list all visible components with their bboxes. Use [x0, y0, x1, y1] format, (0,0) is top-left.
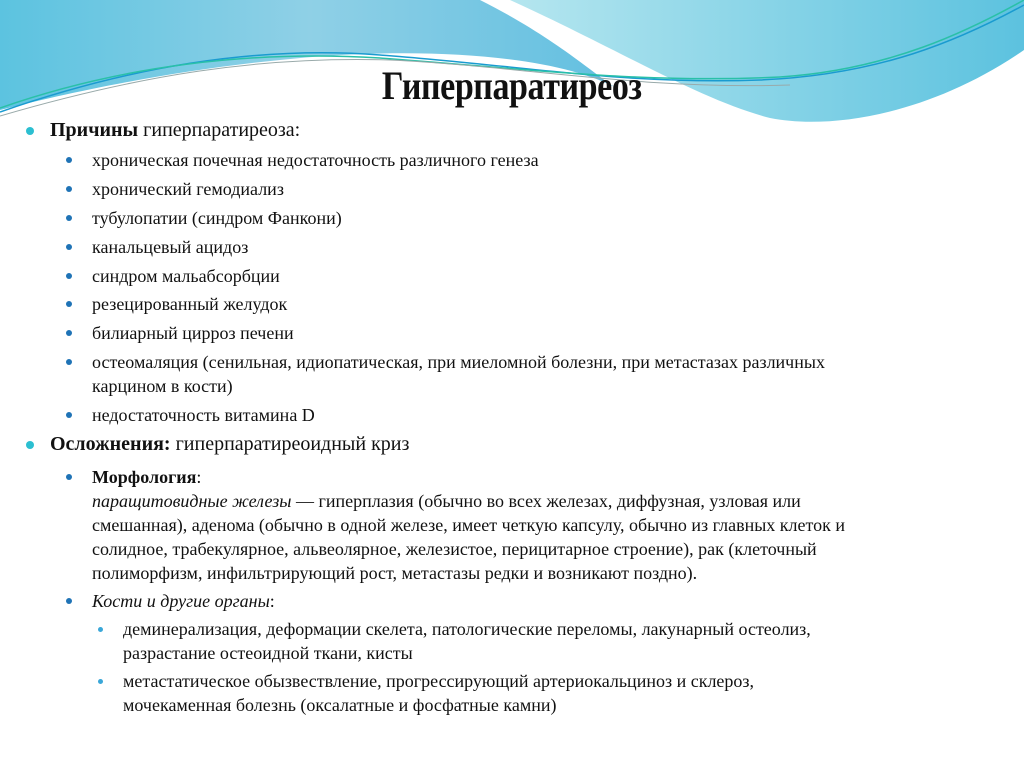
list-item: недостаточность витамина D — [92, 403, 315, 427]
list-item: синдром мальабсорбции — [92, 264, 280, 288]
morphology-item: Морфология: паращитовидные железы — гиперплазия (обычно во всех железах, диффузная, узловая или смешанная), аденома (обычно в одной железе, имеет четкую капсулу, обычно из главных клеток и солидное, трабекулярное, альвеолярное, железистое, перицитарное строение), рак (клеточный полиморфизм, инфильтрирующий рост, метастазы редки и возникают поздно). — [92, 465, 845, 585]
list-item: метастатическое обызвествление, прогрессирующий артериокальциноз и склероз, мочекаменная болезнь (оксалатные и фосфатные камни) — [123, 669, 754, 717]
bullet-icon — [98, 627, 103, 632]
complications-heading: Осложнения: гиперпаратиреоидный криз — [50, 432, 409, 456]
list-item: хроническая почечная недостаточность различного генеза — [92, 148, 539, 172]
bullet-icon — [66, 359, 72, 365]
bullet-icon — [66, 301, 72, 307]
bullet-icon — [66, 215, 72, 221]
bullet-icon — [66, 186, 72, 192]
causes-heading: Причины гиперпаратиреоза: — [50, 118, 300, 142]
list-item: резецированный желудок — [92, 292, 287, 316]
bullet-icon — [66, 474, 72, 480]
bullet-icon — [66, 244, 72, 250]
list-item: билиарный цирроз печени — [92, 321, 294, 345]
bullet-icon — [26, 441, 34, 449]
list-item: тубулопатии (синдром Фанкони) — [92, 206, 342, 230]
list-item: остеомаляция (сенильная, идиопатическая, при миеломной болезни, при метастазах различных карцином в кости) — [92, 350, 825, 398]
bullet-icon — [66, 157, 72, 163]
list-item: деминерализация, деформации скелета, патологические переломы, лакунарный остеолиз, разрастание остеоидной ткани, кисты — [123, 617, 811, 665]
bullet-icon — [66, 330, 72, 336]
bullet-icon — [66, 598, 72, 604]
bullet-icon — [66, 273, 72, 279]
list-item: канальцевый ацидоз — [92, 235, 248, 259]
bones-item: Кости и другие органы: — [92, 589, 275, 613]
slide-title: Гиперпаратиреоз — [382, 63, 642, 108]
bullet-icon — [98, 679, 103, 684]
list-item: хронический гемодиализ — [92, 177, 284, 201]
bullet-icon — [26, 127, 34, 135]
bullet-icon — [66, 412, 72, 418]
